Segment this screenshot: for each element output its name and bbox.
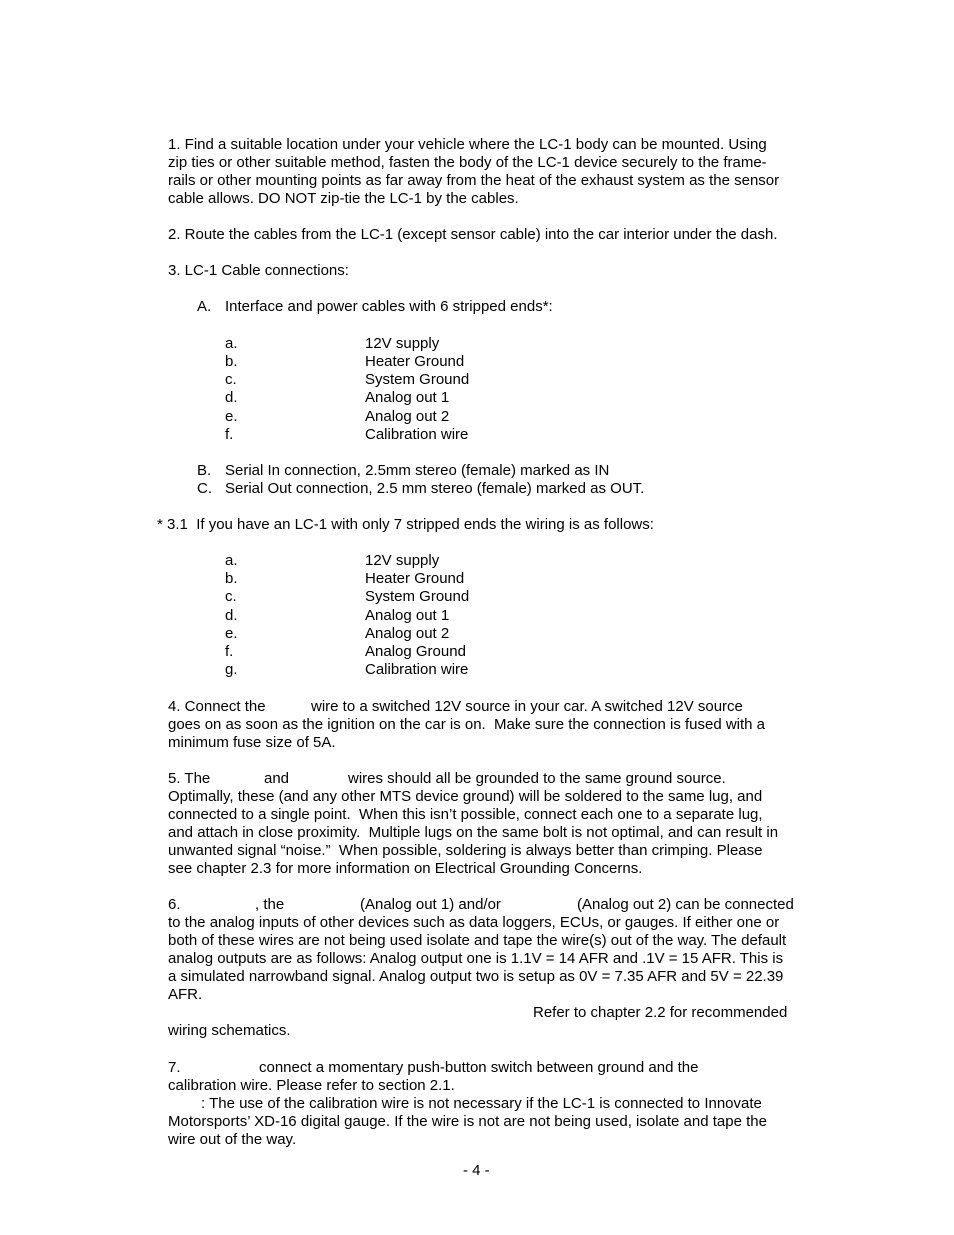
step3b-text: Serial In connection, 2.5mm stereo (female) marked as IN (225, 462, 610, 479)
step2-text: 2. Route the cables from the LC-1 (except sensor cable) into the car interior under the dash. (168, 226, 778, 243)
step7-line-5: wire out of the way. (168, 1131, 297, 1148)
step5-line: Optimally, these (and any other MTS device ground) will be soldered to the same lug, and (168, 788, 763, 805)
step6-line: both of these wires are not being used isolate and tape the wire(s) out of the way. The default (168, 932, 787, 949)
step5-and: and (264, 770, 290, 787)
list7-label: Heater Ground (365, 570, 465, 587)
step6-refer: Refer to chapter 2.2 for recommended (533, 1004, 788, 1021)
list6-label: Analog out 1 (365, 389, 450, 406)
step3a-letter: A. (197, 298, 212, 315)
step6-analog1: (Analog out 1) and/or (360, 896, 501, 913)
step5-line: connected to a single point. When this isn’t possible, connect each one to a separate lug, (168, 806, 763, 823)
list7-label: System Ground (365, 588, 470, 605)
step7-line-2: calibration wire. Please refer to section 2.1. (168, 1077, 455, 1094)
step6-intro: 6. (168, 896, 181, 913)
step5-line-1: wires should all be grounded to the same ground source. (348, 770, 726, 787)
list6-index: b. (225, 353, 238, 370)
step6-line: analog outputs are as follows: Analog output one is 1.1V = 14 AFR and .1V = 15 AFR. This is (168, 950, 784, 967)
list7-index: e. (225, 625, 238, 642)
step6-line: to the analog inputs of other devices such as data loggers, ECUs, or gauges. If either one or (168, 914, 780, 931)
step4-intro: 4. Connect the (168, 698, 266, 715)
step1-line-3: rails or other mounting points as far away from the heat of the exhaust system as the sensor (168, 172, 780, 189)
step6-line: a simulated narrowband signal. Analog output two is setup as 0V = 7.35 AFR and 5V = 22.39 (168, 968, 784, 985)
step6-line: AFR. (168, 986, 203, 1003)
list7-label: Calibration wire (365, 661, 469, 678)
step3c-text: Serial Out connection, 2.5 mm stereo (female) marked as OUT. (225, 480, 645, 497)
step4-line-1: wire to a switched 12V source in your car. A switched 12V source (311, 698, 743, 715)
step5-intro: 5. The (168, 770, 211, 787)
step7-line-1: connect a momentary push-button switch between ground and the (259, 1059, 699, 1076)
step4-line-2: goes on as soon as the ignition on the car is on. Make sure the connection is fused with a (168, 716, 766, 733)
note-3-1: * 3.1 If you have an LC-1 with only 7 stripped ends the wiring is as follows: (157, 516, 654, 533)
list6-label: 12V supply (365, 335, 440, 352)
step1-line-4: cable allows. DO NOT zip-tie the LC-1 by the cables. (168, 190, 519, 207)
step6-analog2: (Analog out 2) can be connected (577, 896, 794, 913)
step3-heading: 3. LC-1 Cable connections: (168, 262, 349, 279)
step5-line: and attach in close proximity. Multiple lugs on the same bolt is not optimal, and can result in (168, 824, 779, 841)
step6-last-line: wiring schematics. (168, 1022, 291, 1039)
step5-line: see chapter 2.3 for more information on Electrical Grounding Concerns. (168, 860, 643, 877)
list7-index: c. (225, 588, 237, 605)
list7-index: g. (225, 661, 238, 678)
list6-index: c. (225, 371, 237, 388)
list6-index: a. (225, 335, 238, 352)
list7-index: b. (225, 570, 238, 587)
list7-label: Analog out 2 (365, 625, 450, 642)
page-number: - 4 - (463, 1162, 490, 1179)
list7-label: 12V supply (365, 552, 440, 569)
list6-label: Calibration wire (365, 426, 469, 443)
step5-line: unwanted signal “noise.” When possible, soldering is always better than crimping. Please (168, 842, 763, 859)
step7-line-4: Motorsports’ XD-16 digital gauge. If the wire is not are not being used, isolate and tape the (168, 1113, 767, 1130)
list7-label: Analog out 1 (365, 607, 450, 624)
list7-label: Analog Ground (365, 643, 466, 660)
step7-note: : The use of the calibration wire is not necessary if the LC-1 is connected to Innovate (201, 1095, 762, 1112)
list6-label: System Ground (365, 371, 470, 388)
step4-line-3: minimum fuse size of 5A. (168, 734, 336, 751)
list6-label: Analog out 2 (365, 408, 450, 425)
list6-label: Heater Ground (365, 353, 465, 370)
list6-index: e. (225, 408, 238, 425)
list7-index: d. (225, 607, 238, 624)
step7-intro: 7. (168, 1059, 181, 1076)
step3b-letter: B. (197, 462, 212, 479)
step6-the: , the (255, 896, 285, 913)
list6-index: d. (225, 389, 238, 406)
list7-index: f. (225, 643, 234, 660)
step1-line-1: 1. Find a suitable location under your vehicle where the LC-1 body can be mounted. Using (168, 136, 767, 153)
step3a-text: Interface and power cables with 6 stripped ends*: (225, 298, 553, 315)
list6-index: f. (225, 426, 234, 443)
step3c-letter: C. (197, 480, 212, 497)
list7-index: a. (225, 552, 238, 569)
step1-line-2: zip ties or other suitable method, fasten the body of the LC-1 device securely to the frame- (168, 154, 767, 171)
